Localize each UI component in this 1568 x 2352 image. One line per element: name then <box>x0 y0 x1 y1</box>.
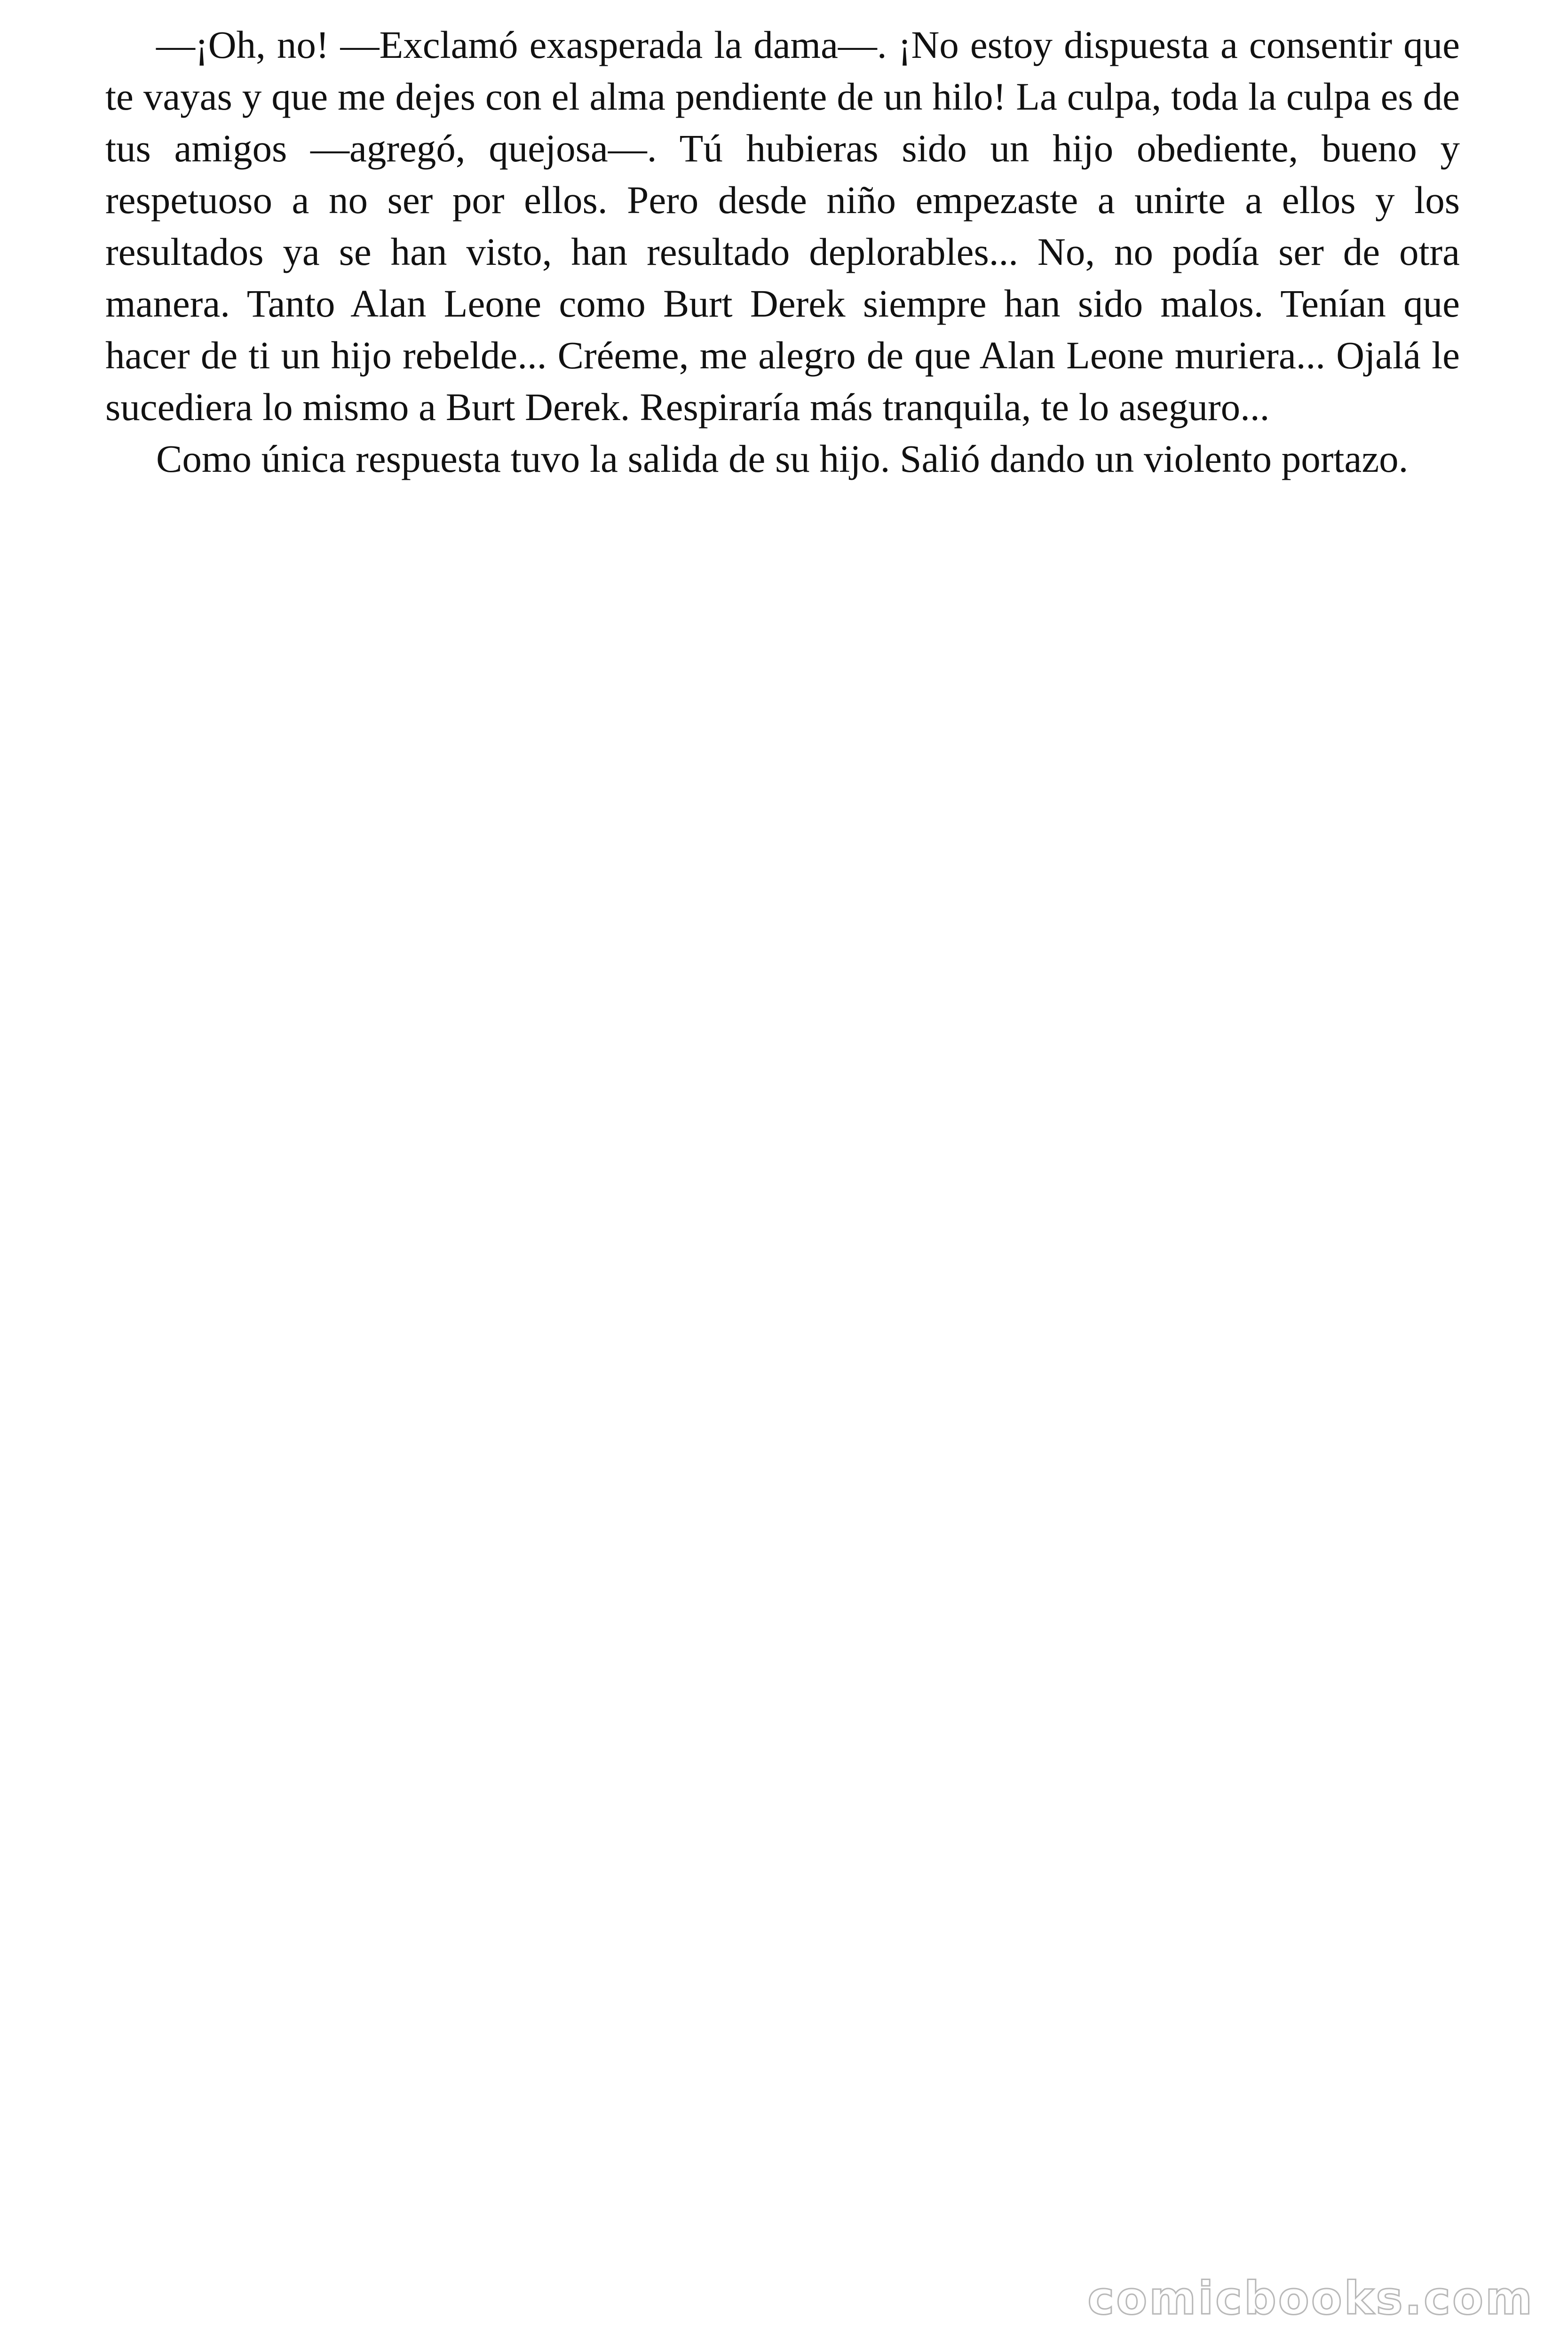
watermark-logo: comicbooks.com <box>1087 2272 1534 2325</box>
body-text <box>105 19 1460 485</box>
paragraph-2: Como única respuesta tuvo la salida de su hijo. Salió dando un violento portazo. <box>156 437 1409 480</box>
paragraph-1: —¡Oh, no! —Exclamó exasperada la dama—. ¡No estoy dispuesta a consentir que te vayas y que me dejes con el alma pendiente de un hilo! La culpa, toda la culpa es de tus amigos —agregó, quejosa—. Tú hubieras sido un hijo obediente, bueno y respetuoso a no ser por ellos. Pero desde niño empezaste a unirte a ellos y los resultados ya se han visto, han resultado deplorables... No, no podía ser de otra manera. Tanto Alan Leone como Burt Derek siempre han sido malos. Tenían que hacer de ti un hijo rebelde... Créeme, me alegro de que Alan Leone muriera... Ojalá le sucediera lo mismo a Burt Derek. Respiraría más tranquila, te lo aseguro... <box>105 23 1460 429</box>
